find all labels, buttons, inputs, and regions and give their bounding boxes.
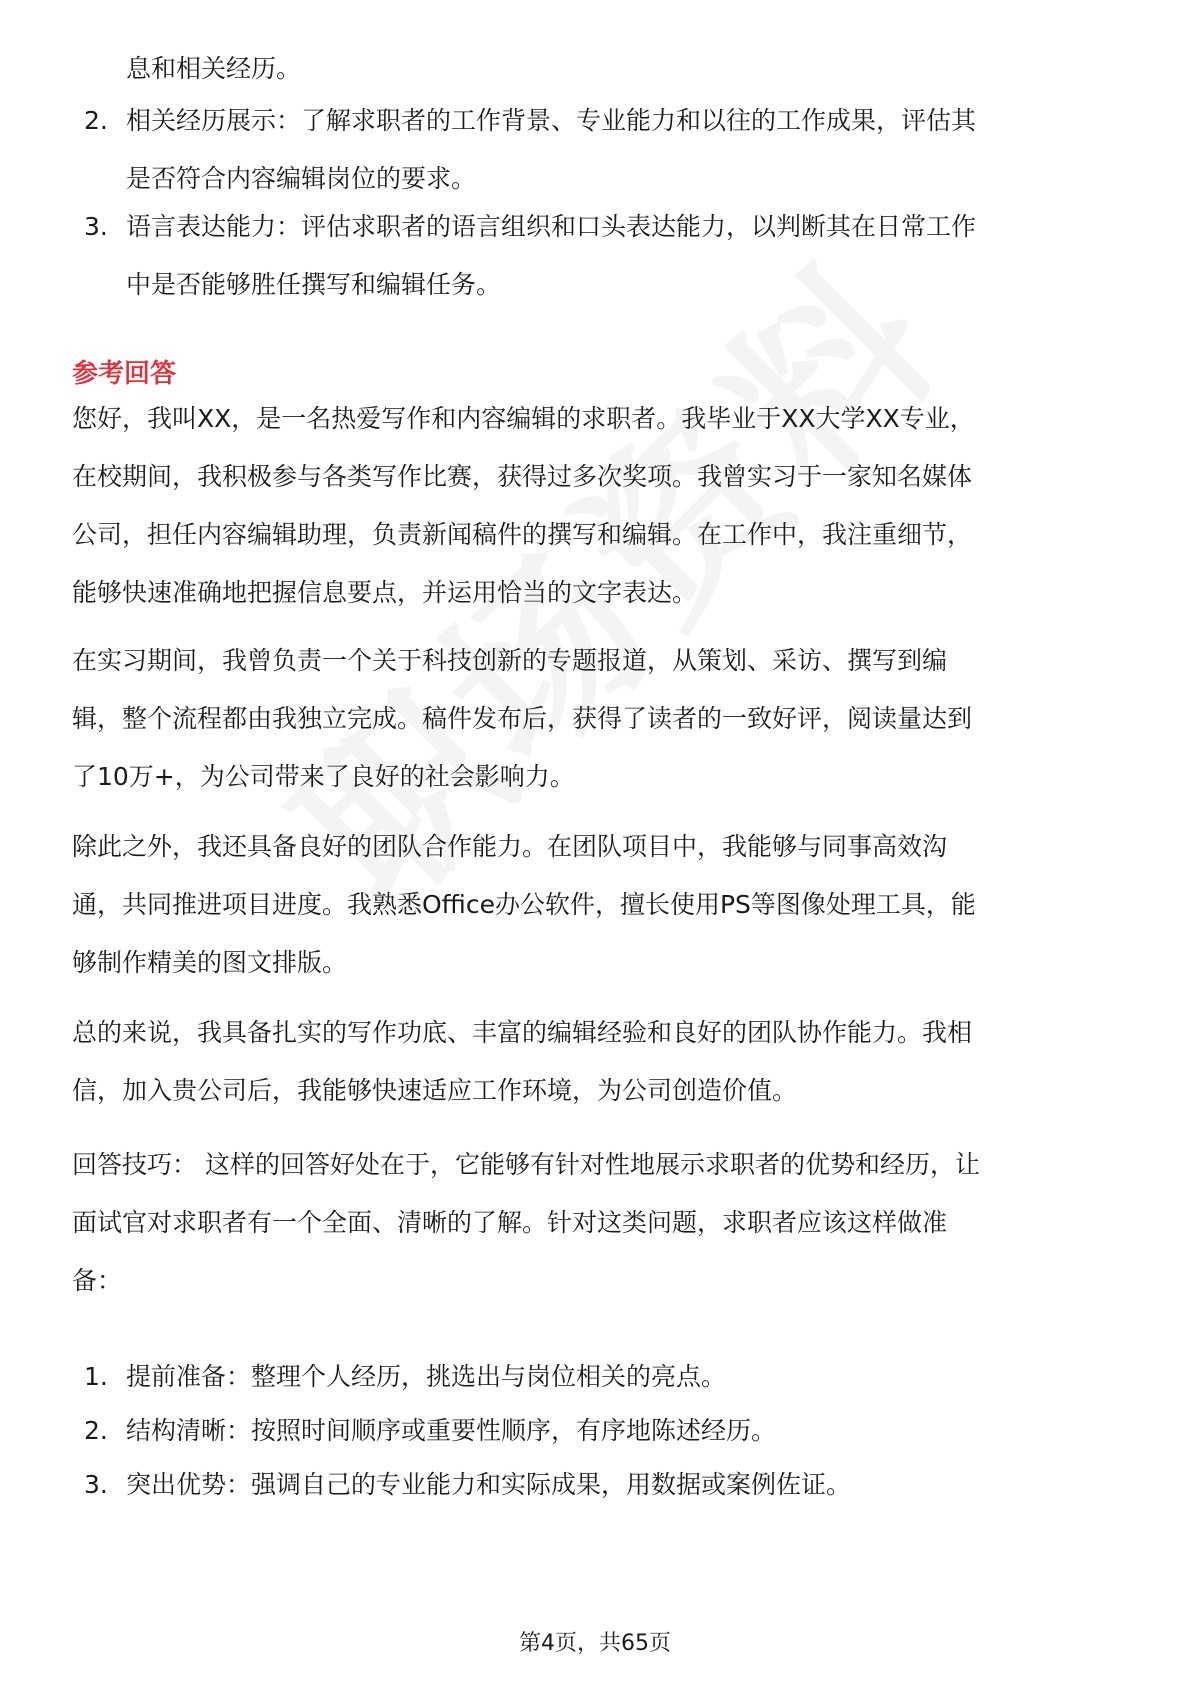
paragraph-line: 在实习期间，我曾负责一个关于科技创新的专题报道，从策划、采访、撰写到编: [72, 646, 948, 675]
paragraph-line: 通，共同推进项目进度。我熟悉Office办公软件，擅长使用PS等图像处理工具，能: [72, 890, 976, 919]
paragraph-line: 够制作精美的图文排版。: [72, 948, 348, 977]
answer-paragraph-3: [72, 818, 1120, 992]
paragraph-line: 您好，我叫XX，是一名热爱写作和内容编辑的求职者。我毕业于XX大学XX专业，: [72, 404, 975, 433]
paragraph-line: 公司，担任内容编辑助理，负责新闻稿件的撰写和编辑。在工作中，我注重细节，: [72, 520, 973, 549]
list-item-continuation-text: 息和相关经历。: [126, 54, 302, 83]
tip-item-3: [72, 1456, 1120, 1514]
paragraph-line: 信，加入贵公司后，我能够快速适应工作环境，为公司创造价值。: [72, 1076, 798, 1105]
paragraph-line: 了10万+，为公司带来了良好的社会影响力。: [72, 762, 575, 791]
paragraph-line: 除此之外，我还具备良好的团队合作能力。在团队项目中，我能够与同事高效沟: [72, 832, 948, 861]
answer-paragraph-2: [72, 632, 1120, 806]
paragraph-line: 辑，整个流程都由我独立完成。稿件发布后，获得了读者的一致好评，阅读量达到: [72, 704, 973, 733]
tips-paragraph: [72, 1136, 1120, 1310]
list-item-line: 中是否能够胜任撰写和编辑任务。: [126, 270, 502, 299]
paragraph-line: 回答技巧： 这样的回答好处在于，它能够有针对性地展示求职者的优势和经历，让: [72, 1150, 980, 1179]
page-number-footer: 第4页，共65页: [519, 1631, 671, 1656]
section-heading: 参考回答: [72, 359, 177, 389]
criteria-item-2: [72, 92, 1120, 208]
list-number: 2.: [84, 106, 108, 135]
paragraph-line: 总的来说，我具备扎实的写作功底、丰富的编辑经验和良好的团队协作能力。我相: [72, 1018, 973, 1047]
list-item-line: 提前准备：整理个人经历，挑选出与岗位相关的亮点。: [126, 1362, 727, 1391]
list-item-line: 相关经历展示：了解求职者的工作背景、专业能力和以往的工作成果，评估其: [126, 106, 977, 135]
tip-item-1: [72, 1348, 1120, 1406]
paragraph-line: 能够快速准确地把握信息要点，并运用恰当的文字表达。: [72, 578, 698, 607]
paragraph-line: 面试官对求职者有一个全面、清晰的了解。针对这类问题，求职者应该这样做准: [72, 1208, 948, 1237]
list-item-line: 语言表达能力：评估求职者的语言组织和口头表达能力，以判断其在日常工作: [126, 212, 977, 241]
criteria-item-3: [72, 198, 1120, 314]
paragraph-line: 在校期间，我积极参与各类写作比赛，获得过多次奖项。我曾实习于一家知名媒体: [72, 462, 973, 491]
paragraph-line: 备：: [72, 1266, 123, 1295]
list-item-line: 结构清晰：按照时间顺序或重要性顺序，有序地陈述经历。: [126, 1416, 777, 1445]
list-item-continuation: [72, 40, 1120, 98]
list-number: 1.: [84, 1362, 108, 1391]
answer-paragraph-1: [72, 390, 1120, 622]
answer-paragraph-4: [72, 1004, 1120, 1120]
tip-item-2: [72, 1402, 1120, 1460]
list-item-line: 突出优势：强调自己的专业能力和实际成果，用数据或案例佐证。: [126, 1470, 852, 1499]
list-number: 2.: [84, 1416, 108, 1445]
list-item-line: 是否符合内容编辑岗位的要求。: [126, 164, 477, 193]
list-number: 3.: [84, 1470, 108, 1499]
list-number: 3.: [84, 212, 108, 241]
